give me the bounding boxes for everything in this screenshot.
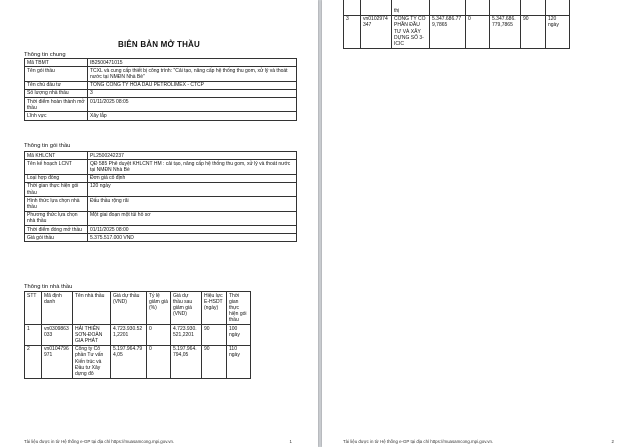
field-label: Hình thức lựa chọn nhà thầu xyxy=(25,197,88,211)
column-header: Tên nhà thầu xyxy=(73,292,111,325)
field-value: 5.375.517.000 VND xyxy=(88,234,297,242)
package-info-table xyxy=(24,151,297,242)
table-cell: 90 xyxy=(202,325,227,346)
field-label: Tên kế hoạch LCNT xyxy=(25,160,88,174)
info-row xyxy=(25,226,297,234)
table-cell: 90 xyxy=(521,15,546,48)
table-row xyxy=(25,345,251,378)
field-label: Loại hợp đồng xyxy=(25,174,88,182)
field-label: Số lượng nhà thầu xyxy=(25,89,88,97)
column-header: Tỷ lệ giảm giá (%) xyxy=(147,292,171,325)
field-value: TCXL và cung cấp thiết bị công trình: "Cải tạo, nâng cấp hệ thống thu gom, xử lý và thoát nước tại NMĐN Nhà Bè" xyxy=(88,67,297,81)
field-label: Thời điểm đóng mở thầu xyxy=(25,226,88,234)
continued-row xyxy=(344,0,570,15)
table-cell: 5.197.964.794,05 xyxy=(171,345,202,378)
table-cell: 4.723.930.521,2201 xyxy=(111,325,147,346)
table-cell: 120 ngày xyxy=(546,15,570,48)
field-label: Thời điểm hoàn thành mở thầu xyxy=(25,98,88,112)
field-value: QĐ 585 Phê duyệt KHLCNT HM : cải tạo, nâng cấp hệ thống thu gom, xử lý và thoát nước tại NMĐN Nhà Bè xyxy=(88,160,297,174)
field-label: Mã TBMT xyxy=(25,59,88,67)
bidders-table xyxy=(24,291,251,379)
section-package-heading: Thông tin gói thầu xyxy=(24,143,71,149)
field-label: Thời gian thực hiện gói thầu xyxy=(25,182,88,196)
table-row xyxy=(25,325,251,346)
column-header: Giá dự thầu (VND) xyxy=(111,292,147,325)
footer-source: Tài liệu được in từ Hệ thống e-GP tại địa chỉ https://muasamcong.mpi.gov.vn. xyxy=(24,439,175,444)
field-label: Tên chủ đầu tư xyxy=(25,81,88,89)
info-row xyxy=(25,81,297,89)
field-value: 3 xyxy=(88,89,297,97)
info-row xyxy=(25,67,297,81)
table-cell: 110 ngày xyxy=(227,345,251,378)
table-cell: 100 ngày xyxy=(227,325,251,346)
column-header: Giá dự thầu sau giảm giá (VND) xyxy=(171,292,202,325)
table-row xyxy=(344,15,570,48)
table-cell: vn0102974347 xyxy=(361,15,392,48)
document-title: BIÊN BẢN MỞ THẦU xyxy=(117,40,201,49)
section-general-heading: Thông tin chung xyxy=(24,52,66,58)
table-cell: vn0104796971 xyxy=(42,345,73,378)
table-cell: 4.723.930.521,2201 xyxy=(171,325,202,346)
column-header: Thời gian thực hiện gói thầu xyxy=(227,292,251,325)
info-row xyxy=(25,89,297,97)
field-value: 01/11/2025 08:00 xyxy=(88,226,297,234)
field-label: Phương thức lựa chọn nhà thầu xyxy=(25,211,88,225)
table-cell: 90 xyxy=(202,345,227,378)
info-row xyxy=(25,182,297,196)
field-value: TỔNG CÔNG TY HÓA DẦU PETROLIMEX - CTCP xyxy=(88,81,297,89)
table-cell: 5.197.964.794,05 xyxy=(111,345,147,378)
field-value: Đấu thầu rộng rãi xyxy=(88,197,297,211)
info-row xyxy=(25,234,297,242)
field-label: Giá gói thầu xyxy=(25,234,88,242)
field-value: IB2500471015 xyxy=(88,59,297,67)
field-value: Một giai đoạn một túi hồ sơ xyxy=(88,211,297,225)
page-number: 1 xyxy=(289,439,292,444)
table-cell: CÔNG TY CỔ PHẦN ĐẦU TƯ VÀ XÂY DỰNG SỐ 3- ICIC xyxy=(392,15,430,48)
bidders-table-continued xyxy=(343,0,570,49)
table-cell: HẢI THIÊN SƠN-ĐOÀN GIA PHÁT xyxy=(73,325,111,346)
info-row xyxy=(25,59,297,67)
field-label: Mã KHLCNT xyxy=(25,152,88,160)
field-label: Lĩnh vực xyxy=(25,112,88,120)
info-row xyxy=(25,98,297,112)
column-header: Mã định danh xyxy=(42,292,73,325)
field-value: Đơn giá cố định xyxy=(88,174,297,182)
table-cell: 1 xyxy=(25,325,42,346)
field-value: PL2500242237 xyxy=(88,152,297,160)
field-value: 120 ngày xyxy=(88,182,297,196)
document-page-1 xyxy=(0,0,318,447)
table-cell: 0 xyxy=(466,15,490,48)
info-row xyxy=(25,174,297,182)
column-header: Hiệu lực E-HSDT (ngày) xyxy=(202,292,227,325)
column-header: STT xyxy=(25,292,42,325)
table-cell: 5.347.686.779,7865 xyxy=(430,15,466,48)
section-bidders-heading: Thông tin nhà thầu xyxy=(24,284,73,290)
table-cell: 3 xyxy=(344,15,361,48)
general-info-table xyxy=(24,58,297,121)
table-cell: 0 xyxy=(147,345,171,378)
table-cell: Công ty Cổ phần Tư vấn Kiến trúc và Đầu tư Xây dựng đô xyxy=(73,345,111,378)
info-row xyxy=(25,211,297,225)
field-value: Xây lắp xyxy=(88,112,297,120)
info-row xyxy=(25,197,297,211)
footer-source: Tài liệu được in từ Hệ thống e-GP tại địa chỉ https://muasamcong.mpi.gov.vn. xyxy=(343,439,494,444)
info-row xyxy=(25,152,297,160)
continued-cell: thị xyxy=(392,0,430,15)
field-label: Tên gói thầu xyxy=(25,67,88,81)
info-row xyxy=(25,112,297,120)
table-cell: vn0309863033 xyxy=(42,325,73,346)
table-cell: 2 xyxy=(25,345,42,378)
page-number: 2 xyxy=(611,439,614,444)
table-cell: 0 xyxy=(147,325,171,346)
table-cell: 5.347.686.779,7865 xyxy=(490,15,521,48)
document-page-2 xyxy=(322,0,640,447)
info-row xyxy=(25,160,297,174)
field-value: 01/11/2025 08:05 xyxy=(88,98,297,112)
